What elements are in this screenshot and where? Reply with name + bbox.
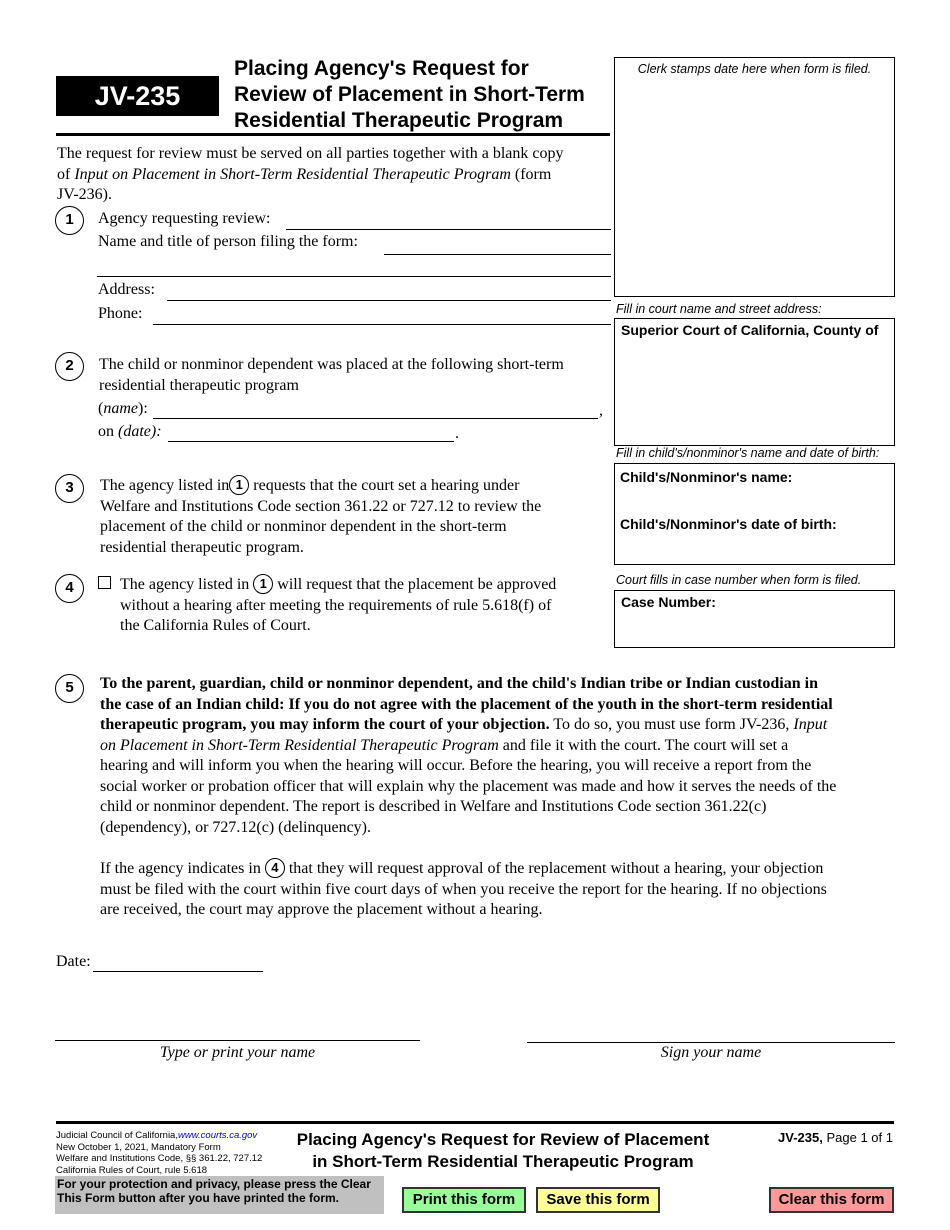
intro-line: The request for review must be served on all parties together with a blank copy: [57, 145, 564, 162]
item5-segment: that they will request approval of the replacement without a hearing, your objection: [288, 860, 824, 877]
signature-label: Sign your name: [660, 1044, 762, 1061]
item5-line: [100, 736, 895, 757]
item5-line: [100, 695, 895, 716]
website-link[interactable]: www.courts.ca.gov: [177, 1130, 258, 1141]
save-button[interactable]: Save this form: [536, 1187, 660, 1213]
item5-text: [100, 674, 895, 921]
privacy-notice: [55, 1176, 384, 1214]
print-name-label: Type or print your name: [159, 1044, 316, 1061]
item5-bold-text: therapeutic program, you may inform the court of your objection.: [100, 716, 550, 733]
footer-title: [268, 1129, 738, 1173]
footer-citation-line: California Rules of Court, rule 5.618: [56, 1164, 208, 1176]
form-title-line: Review of Placement in Short-Term: [234, 83, 585, 106]
item5-line: [100, 715, 895, 736]
item3-segment: requests that the court set a hearing under: [253, 477, 520, 494]
person-field[interactable]: [384, 254, 611, 255]
intro-line: JV-236).: [57, 186, 112, 203]
phone-field[interactable]: [153, 324, 611, 325]
placement-date-field[interactable]: [168, 441, 454, 442]
item-number-1: 1: [55, 206, 84, 235]
item5-italic-text: Input: [793, 716, 828, 733]
item2-line: The child or nonminor dependent was placed at the following short-term: [99, 356, 564, 373]
footer-citation: [56, 1130, 276, 1176]
item4-segment: will request that the placement be approved: [277, 576, 557, 593]
placement-date-prefix: on: [98, 423, 118, 440]
address-label: Address:: [98, 281, 155, 298]
court-box-caption: Fill in court name and street address:: [616, 302, 822, 316]
intro-line: [57, 165, 609, 186]
placement-date-label: [98, 422, 162, 443]
item2-line: residential therapeutic program: [99, 376, 299, 394]
footer-citation-line: [56, 1130, 276, 1142]
footer-form-number: JV-235,: [778, 1130, 823, 1145]
print-button[interactable]: Print this form: [402, 1187, 526, 1213]
page-number: Page 1 of 1: [822, 1130, 893, 1145]
item5-line: [100, 858, 895, 880]
child-info-box[interactable]: [614, 463, 895, 565]
privacy-notice-line: For your protection and privacy, please press the Clear: [57, 1177, 371, 1191]
footer-citation-line: New October 1, 2021, Mandatory Form: [56, 1141, 221, 1153]
item3-line: Welfare and Institutions Code section 361.22 or 727.12 to review the: [100, 497, 542, 515]
item4-segment: The agency listed in: [120, 576, 250, 593]
item4-ref-number: 1: [253, 574, 273, 594]
item5-line: child or nonminor dependent. The report is described in Welfare and Institutions Code section 361.22(c): [100, 798, 767, 815]
agency-field[interactable]: [286, 229, 611, 230]
item5-line: social worker or probation officer that will explain why the placement was made and how it serves the needs of the: [100, 777, 837, 795]
item5-segment: If the agency indicates in: [100, 860, 261, 877]
approval-without-hearing-checkbox[interactable]: [98, 576, 111, 589]
case-number-box[interactable]: [614, 590, 895, 648]
intro-text-segment: (form: [510, 165, 552, 183]
item5-bold-text: the case of an Indian child: If you do not agree with the placement of the youth in the short-term residential: [100, 695, 833, 713]
footer-council: Judicial Council of California,: [56, 1130, 178, 1141]
item3-line: [100, 475, 541, 497]
clear-button[interactable]: Clear this form: [769, 1187, 894, 1213]
item5-line: [100, 674, 895, 695]
person-label: Name and title of person filing the form:: [98, 233, 358, 250]
print-name-field[interactable]: [55, 1040, 420, 1041]
child-dob-label: Child's/Nonminor's date of birth:: [620, 516, 837, 532]
item3-ref-number: 1: [229, 475, 249, 495]
item5-segment: and file it with the court. The court will set a: [498, 736, 789, 754]
date-label: Date:: [56, 953, 91, 970]
item5-line: must be filed with the court within five court days of when you receive the report for the hearing. If no objections: [100, 880, 827, 898]
item5-line: (dependency), or 727.12(c) (delinquency).: [100, 818, 371, 836]
item-number-3: 3: [55, 474, 84, 503]
footer-title-line: Placing Agency's Request for Review of Placement: [296, 1130, 710, 1149]
footer-title-line: in Short-Term Residential Therapeutic Program: [312, 1152, 694, 1171]
item4-line: the California Rules of Court.: [120, 617, 311, 634]
court-name-label: Superior Court of California, County of: [621, 322, 879, 338]
header-rule: [56, 133, 610, 136]
item5-line: hearing and will inform you when the hearing will occur. Before the hearing, you will receive a report from the: [100, 757, 812, 774]
program-name-label: [98, 399, 148, 420]
item-number-2: 2: [55, 352, 84, 381]
court-name-box[interactable]: [614, 318, 895, 446]
program-name-word: name: [103, 400, 138, 417]
clerk-stamp-caption: Clerk stamps date here when form is filed.: [637, 62, 872, 76]
item3-text: [100, 475, 541, 558]
item5-italic-text: on Placement in Short-Term Residential Therapeutic Program: [100, 736, 499, 754]
item3-line: placement of the child or nonminor dependent in the short-term: [100, 518, 507, 535]
phone-label: Phone:: [98, 305, 143, 322]
placement-date-word: (date):: [118, 423, 162, 440]
form-number: JV-235: [56, 76, 219, 116]
case-box-caption: Court fills in case number when form is filed.: [616, 573, 862, 587]
item3-line: residential therapeutic program.: [100, 538, 304, 556]
placement-date-period: .: [455, 425, 459, 442]
item4-line: without a hearing after meeting the requirements of rule 5.618(f) of: [120, 596, 552, 614]
child-box-caption: Fill in child's/nonminor's name and date of birth:: [616, 446, 880, 460]
item2-text: [99, 355, 564, 396]
item5-bold-text: To the parent, guardian, child or nonminor dependent, and the child's Indian tribe or Indian custodian in: [100, 675, 818, 692]
item4-line: [120, 574, 556, 596]
intro-form-title: Input on Placement in Short-Term Residential Therapeutic Program: [74, 165, 511, 183]
form-title-line: Residential Therapeutic Program: [234, 109, 564, 132]
person-field-continued[interactable]: [97, 276, 611, 277]
intro-text: [57, 144, 609, 206]
clerk-stamp-box: [614, 57, 895, 297]
item5-line: are received, the court may approve the placement without a hearing.: [100, 901, 543, 918]
privacy-notice-line: This Form button after you have printed the form.: [57, 1191, 340, 1205]
footer-citation-line: Welfare and Institutions Code, §§ 361.22, 727.12: [56, 1153, 263, 1164]
program-name-paren: (: [98, 400, 104, 417]
item5-segment: To do so, you must use form JV-236,: [549, 716, 794, 733]
footer-rule: [56, 1121, 894, 1124]
program-name-paren: ):: [137, 400, 148, 417]
address-field[interactable]: [167, 300, 611, 301]
case-number-label: Case Number:: [621, 594, 716, 610]
item3-segment: The agency listed in: [100, 477, 230, 494]
form-title-line: Placing Agency's Request for: [234, 57, 529, 80]
item-number-4: 4: [55, 574, 84, 603]
intro-text-segment: of: [57, 165, 75, 183]
form-title: [234, 56, 614, 134]
program-name-field[interactable]: [153, 418, 598, 419]
agency-label: Agency requesting review:: [98, 210, 271, 227]
item-number-5: 5: [55, 674, 84, 703]
item5-ref-number: 4: [265, 858, 285, 878]
page-indicator: [760, 1130, 893, 1145]
date-field[interactable]: [93, 971, 263, 972]
item4-text: [120, 574, 556, 637]
child-name-label: Child's/Nonminor's name:: [620, 469, 793, 485]
program-name-comma: ,: [599, 402, 603, 419]
